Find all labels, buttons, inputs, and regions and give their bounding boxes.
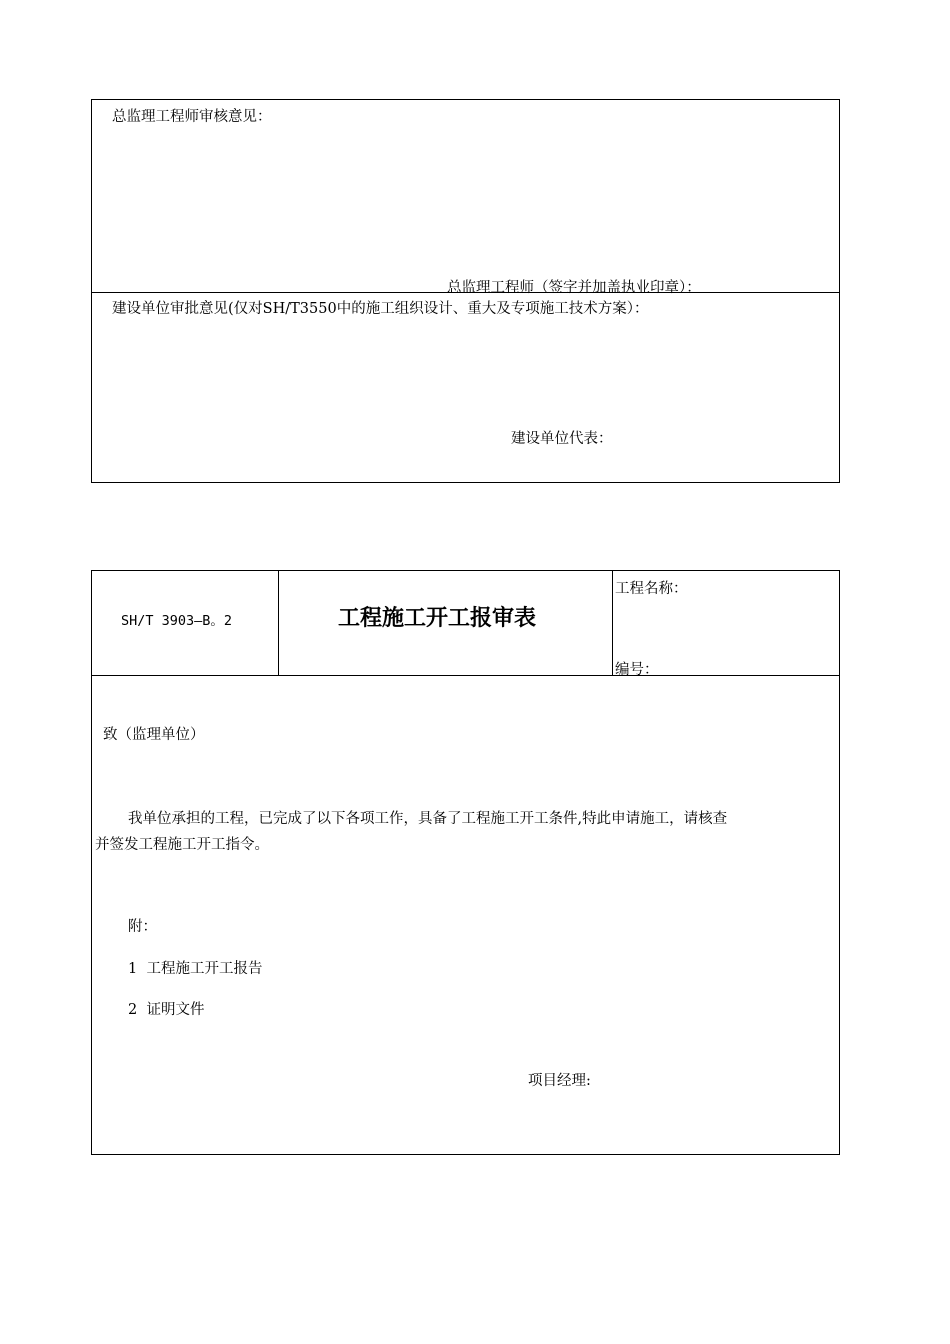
lower-form-header-divider bbox=[91, 675, 840, 676]
attachments-label: 附： bbox=[128, 919, 157, 935]
serial-number-label: 编号： bbox=[615, 662, 659, 678]
body-line-2: 并签发工程施工开工指令。 bbox=[95, 837, 269, 853]
owner-approval-label: 建设单位审批意见(仅对SH/T3550中的施工组织设计、重大及专项施工技术方案）： bbox=[112, 301, 649, 317]
project-name-label: 工程名称： bbox=[615, 581, 688, 597]
chief-engineer-signature-label: 总监理工程师（签字并加盖执业印章）： bbox=[447, 280, 701, 296]
project-manager-label: 项目经理: bbox=[528, 1073, 591, 1089]
form-code: SH/T 3903—B。2 bbox=[121, 613, 233, 629]
addressee: 致（监理单位） bbox=[103, 727, 205, 743]
lower-form-table bbox=[91, 570, 840, 1155]
header-col-divider-2 bbox=[612, 570, 613, 676]
chief-engineer-opinion-label: 总监理工程师审核意见： bbox=[112, 109, 272, 125]
body-line-1: 我单位承担的工程，已完成了以下各项工作，具备了工程施工开工条件,特此申请施工，请核查 bbox=[128, 811, 728, 827]
header-col-divider-1 bbox=[278, 570, 279, 676]
owner-representative-label: 建设单位代表： bbox=[511, 431, 613, 447]
form-title: 工程施工开工报审表 bbox=[338, 606, 537, 631]
attachment-item: 2 证明文件 bbox=[128, 1002, 205, 1018]
attachment-item: 1 工程施工开工报告 bbox=[128, 961, 263, 977]
